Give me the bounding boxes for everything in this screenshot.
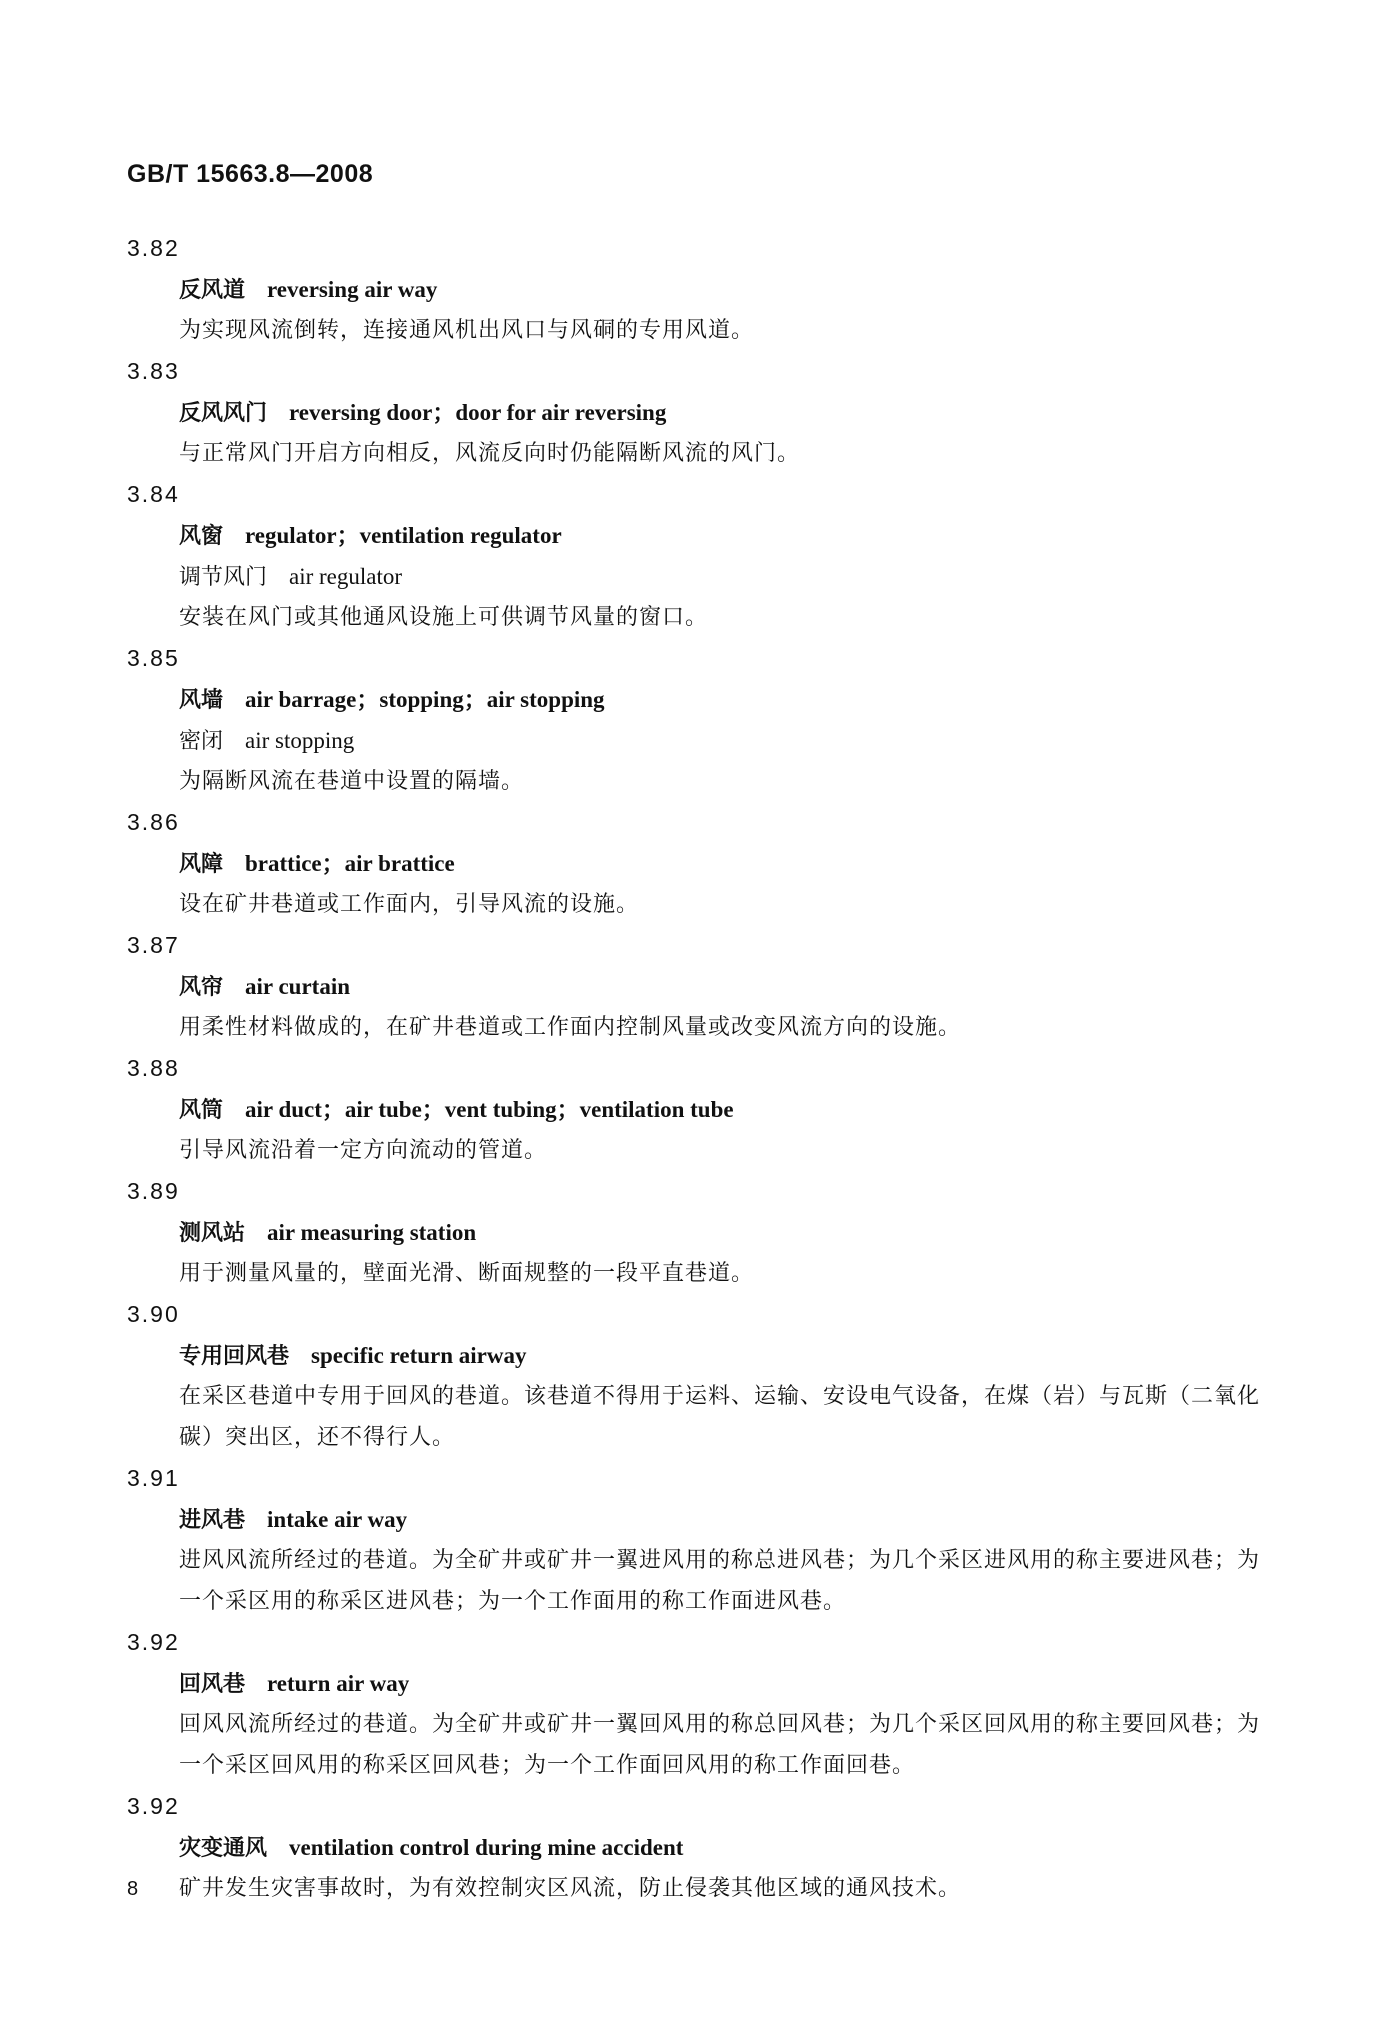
entry-body [127, 1212, 1267, 1294]
entry-body [127, 1827, 1267, 1909]
synonym-chinese: 密闭 [179, 729, 224, 754]
term-english: intake air way [267, 1507, 408, 1532]
entry-number: 3.84 [127, 481, 180, 507]
term-chinese: 专用回风巷 [179, 1344, 290, 1369]
entry-body [127, 1499, 1267, 1622]
term-entry [127, 925, 1267, 1048]
entry-number: 3.87 [127, 932, 180, 958]
entry-number: 3.92 [127, 1793, 180, 1819]
term-english: air duct；air tube；vent tubing；ventilation tube [245, 1097, 734, 1122]
term-entry [127, 1622, 1267, 1786]
term-line [179, 679, 1267, 720]
entry-number: 3.91 [127, 1465, 180, 1491]
entry-number: 3.83 [127, 358, 180, 384]
term-line [179, 269, 1267, 310]
term-chinese: 测风站 [179, 1221, 246, 1246]
term-entry [127, 1171, 1267, 1294]
term-english: reversing door；door for air reversing [289, 400, 667, 425]
term-english: regulator；ventilation regulator [245, 523, 562, 548]
term-chinese: 风窗 [179, 524, 224, 549]
term-entry [127, 474, 1267, 638]
term-chinese: 反风风门 [179, 401, 268, 426]
term-entry [127, 228, 1267, 351]
term-line [179, 1663, 1267, 1704]
synonym-line [179, 720, 1267, 761]
term-english: brattice；air brattice [245, 851, 455, 876]
term-english: air barrage；stopping；air stopping [245, 687, 605, 712]
standard-code-header: GB/T 15663.8—2008 [127, 160, 374, 188]
entry-body [127, 515, 1267, 638]
term-line [179, 1212, 1267, 1253]
term-line [179, 1089, 1267, 1130]
definition-text: 在采区巷道中专用于回风的巷道。该巷道不得用于运料、运输、安设电气设备，在煤（岩）与瓦斯（二氧化碳）突出区，还不得行人。 [179, 1384, 1261, 1450]
entry-body [127, 1089, 1267, 1171]
term-list [127, 228, 1267, 1909]
term-line [179, 515, 1267, 556]
term-english: air measuring station [267, 1220, 477, 1245]
synonym-english: air stopping [245, 728, 355, 753]
definition-text: 为实现风流倒转，连接通风机出风口与风硐的专用风道。 [179, 318, 755, 343]
term-line [179, 1827, 1267, 1868]
term-line [179, 843, 1267, 884]
definition-text: 与正常风门开启方向相反，风流反向时仍能隔断风流的风门。 [179, 441, 801, 466]
definition-text: 设在矿井巷道或工作面内，引导风流的设施。 [179, 892, 640, 917]
term-line [179, 1335, 1267, 1376]
entry-number: 3.85 [127, 645, 180, 671]
term-line [179, 392, 1267, 433]
term-line [179, 966, 1267, 1007]
synonym-line [179, 556, 1267, 597]
page-number: 8 [127, 1878, 139, 1900]
term-entry [127, 638, 1267, 802]
term-english: air curtain [245, 974, 350, 999]
term-line [179, 1499, 1267, 1540]
term-entry [127, 1048, 1267, 1171]
definition-text: 用于测量风量的，壁面光滑、断面规整的一段平直巷道。 [179, 1261, 755, 1286]
synonym-chinese: 调节风门 [179, 565, 268, 590]
term-chinese: 灾变通风 [179, 1836, 268, 1861]
definition-text: 用柔性材料做成的，在矿井巷道或工作面内控制风量或改变风流方向的设施。 [179, 1015, 962, 1040]
definition-text: 回风风流所经过的巷道。为全矿井或矿井一翼回风用的称总回风巷；为几个采区回风用的称主要回风巷；为一个采区回风用的称采区回风巷；为一个工作面回风用的称工作面回巷。 [179, 1712, 1261, 1778]
term-chinese: 反风道 [179, 278, 246, 303]
term-chinese: 风障 [179, 852, 224, 877]
entry-body [127, 843, 1267, 925]
synonym-english: air regulator [289, 564, 403, 589]
entry-body [127, 269, 1267, 351]
term-entry [127, 351, 1267, 474]
definition-text: 引导风流沿着一定方向流动的管道。 [179, 1138, 548, 1163]
term-english: reversing air way [267, 277, 438, 302]
term-chinese: 风墙 [179, 688, 224, 713]
definition-text: 为隔断风流在巷道中设置的隔墙。 [179, 769, 525, 794]
term-entry [127, 802, 1267, 925]
entry-body [127, 392, 1267, 474]
term-english: return air way [267, 1671, 410, 1696]
entry-number: 3.89 [127, 1178, 180, 1204]
entry-number: 3.82 [127, 235, 180, 261]
term-entry [127, 1294, 1267, 1458]
definition-text: 安装在风门或其他通风设施上可供调节风量的窗口。 [179, 605, 709, 630]
entry-number: 3.92 [127, 1629, 180, 1655]
term-chinese: 风筒 [179, 1098, 224, 1123]
term-chinese: 回风巷 [179, 1672, 246, 1697]
definition-text: 矿井发生灾害事故时，为有效控制灾区风流，防止侵袭其他区域的通风技术。 [179, 1876, 962, 1901]
entry-body [127, 1663, 1267, 1786]
definition-text: 进风风流所经过的巷道。为全矿井或矿井一翼进风用的称总进风巷；为几个采区进风用的称主要进风巷；为一个采区用的称采区进风巷；为一个工作面用的称工作面进风巷。 [179, 1548, 1261, 1614]
term-chinese: 进风巷 [179, 1508, 246, 1533]
entry-body [127, 679, 1267, 802]
term-english: specific return airway [311, 1343, 527, 1368]
entry-number: 3.88 [127, 1055, 180, 1081]
term-entry [127, 1786, 1267, 1909]
entry-body [127, 1335, 1267, 1458]
entry-body [127, 966, 1267, 1048]
term-english: ventilation control during mine accident [289, 1835, 684, 1860]
entry-number: 3.86 [127, 809, 180, 835]
term-chinese: 风帘 [179, 975, 224, 1000]
entry-number: 3.90 [127, 1301, 180, 1327]
term-entry [127, 1458, 1267, 1622]
